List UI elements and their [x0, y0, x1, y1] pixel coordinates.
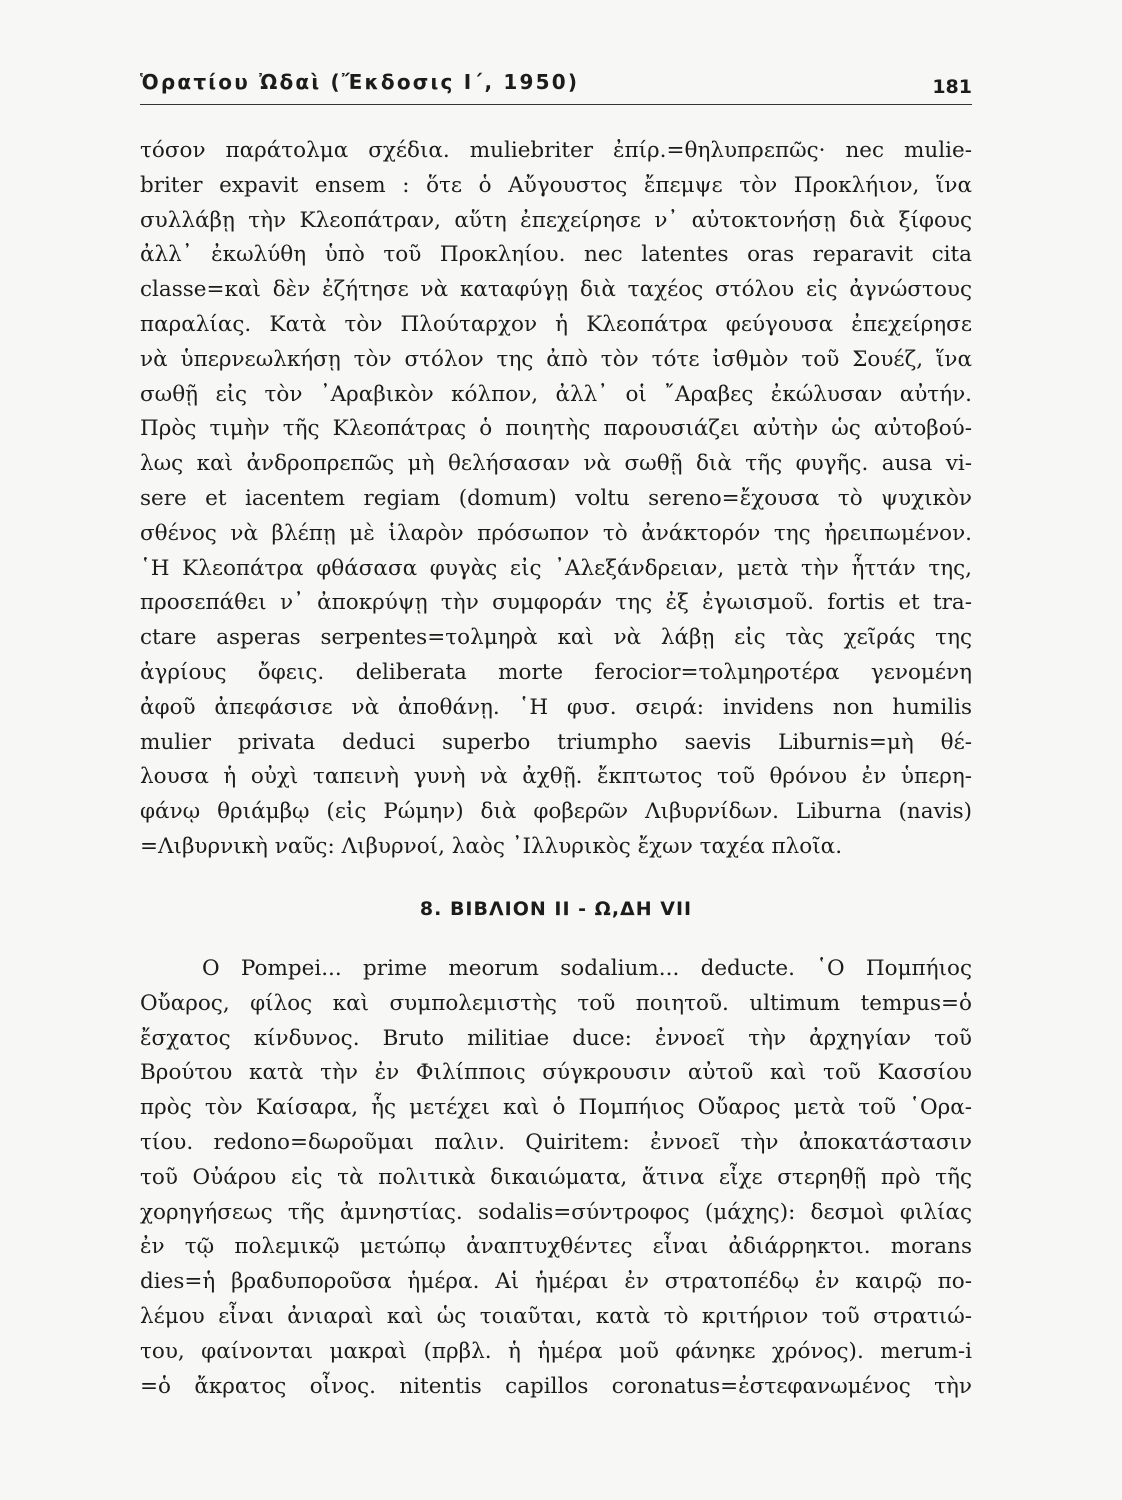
- text-line: ῾Η Κλεοπάτρα φθάσασα φυγὰς εἰς ᾿Αλεξάνδρειαν, μετὰ τὴν ἧττάν της,: [140, 555, 972, 581]
- paragraph: [140, 134, 972, 865]
- page-header: [140, 66, 972, 106]
- text-line: Πρὸς τιμὴν τῆς Κλεοπάτρας ὁ ποιητὴς παρουσιάζει αὐτὴν ὡς αὐτοβού-: [140, 416, 972, 442]
- text-line: =ὁ ἄκρατος οἶνος. nitentis capillos coronatus=ἐστεφανωμένος τὴν: [140, 1373, 972, 1399]
- text-line: Βρούτου κατὰ τὴν ἐν Φιλίπποις σύγκρουσιν αὐτοῦ καὶ τοῦ Κασσίου: [140, 1060, 972, 1086]
- text-line: sere et iacentem regiam (domum) voltu sereno=ἔχουσα τὸ ψυχικὸν: [140, 485, 972, 511]
- page-number: 181: [932, 76, 972, 98]
- text-line: ἔσχατος κίνδυνος. Bruto militiae duce: ἐννοεῖ τὴν ἀρχηγίαν τοῦ: [140, 1025, 972, 1051]
- text-line: Οὔαρος, φίλος καὶ συμπολεμιστὴς τοῦ ποιητοῦ. ultimum tempus=ὁ: [140, 990, 972, 1016]
- text-line: =Λιβυρνικὴ ναῦς: Λιβυρνοί, λαὸς ᾿Ιλλυρικὸς ἔχων ταχέα πλοῖα.: [140, 833, 843, 859]
- text-line: mulier privata deduci superbo triumpho saevis Liburnis=μὴ θέ-: [140, 729, 972, 755]
- text-line: πρὸς τὸν Καίσαρα, ἧς μετέχει καὶ ὁ Πομπήιος Οὔαρος μετὰ τοῦ ῾Ορα-: [140, 1095, 972, 1121]
- paragraph: [140, 952, 972, 1404]
- text-line: τόσον παράτολμα σχέδια. muliebriter ἐπίρ.=θηλυπρεπῶς· nec mulie-: [140, 138, 972, 163]
- commentary-section-1: [140, 134, 972, 865]
- text-line: ἐν τῷ πολεμικῷ μετώπῳ ἀναπτυχθέντες εἶναι ἀδιάρρηκτοι. morans: [140, 1234, 972, 1260]
- text-line: ctare asperas serpentes=τολμηρὰ καὶ νὰ λάβῃ εἰς τὰς χεῖράς της: [140, 625, 972, 651]
- commentary-section-2: [140, 952, 972, 1404]
- text-line: O Pompei... prime meorum sodalium... deducte. ῾Ο Πομπήιος: [202, 956, 972, 981]
- text-line: σωθῇ εἰς τὸν ᾿Αραβικὸν κόλπον, ἀλλ᾿ οἱ ῎Αραβες ἐκώλυσαν αὐτήν.: [140, 381, 972, 407]
- text-line: προσεπάθει ν᾿ ἀποκρύψῃ τὴν συμφοράν της ἐξ ἐγωισμοῦ. fortis et tra-: [140, 590, 972, 616]
- text-line: λέμου εἶναι ἀνιαραὶ καὶ ὡς τοιαῦται, κατὰ τὸ κριτήριον τοῦ στρατιώ-: [140, 1303, 972, 1329]
- running-title: Ὁρατίου Ὠδαὶ (Ἔκδοσις Ι΄, 1950): [140, 70, 580, 94]
- text-line: νὰ ὑπερνεωλκήσῃ τὸν στόλον της ἀπὸ τὸν τότε ἰσθμὸν τοῦ Σουέζ, ἵνα: [140, 346, 972, 372]
- text-line: σθένος νὰ βλέπῃ μὲ ἱλαρὸν πρόσωπον τὸ ἀνάκτορόν της ἠρειπωμένον.: [140, 520, 972, 546]
- text-line: ἀγρίους ὄφεις. deliberata morte ferocior=τολμηροτέρα γενομένη: [140, 659, 972, 685]
- text-line: φάνῳ θριάμβῳ (εἰς Ρώμην) διὰ φοβερῶν Λιβυρνίδων. Liburna (navis): [140, 799, 972, 825]
- text-line: τίου. redono=δωροῦμαι παλιν. Quiritem: ἐννοεῖ τὴν ἀποκατάστασιν: [140, 1129, 972, 1155]
- text-line: classe=καὶ δὲν ἐζήτησε νὰ καταφύγῃ διὰ ταχέος στόλου εἰς ἀγνώστους: [140, 277, 972, 303]
- section-heading: 8. ΒΙΒΛΙΟΝ ΙΙ - Ω,ΔΗ VII: [419, 898, 693, 920]
- text-line: λουσα ἡ οὐχὶ ταπεινὴ γυνὴ νὰ ἀχθῇ. ἔκπτωτος τοῦ θρόνου ἐν ὑπερη-: [140, 764, 972, 790]
- text-line: τοῦ Οὐάρου εἰς τὰ πολιτικὰ δικαιώματα, ἅτινα εἶχε στερηθῇ πρὸ τῆς: [140, 1164, 972, 1190]
- text-line: ἀλλ᾿ ἐκωλύθη ὑπὸ τοῦ Προκληίου. nec latentes oras reparavit cita: [140, 242, 972, 268]
- text-line: παραλίας. Κατὰ τὸν Πλούταρχον ἡ Κλεοπάτρα φεύγουσα ἐπεχείρησε: [140, 311, 972, 337]
- text-line: χορηγήσεως τῆς ἀμνηστίας. sodalis=σύντροφος (μάχης): δεσμοὶ φιλίας: [140, 1199, 972, 1225]
- text-line: ἀφοῦ ἀπεφάσισε νὰ ἀποθάνῃ. ῾Η φυσ. σειρά: invidens non humilis: [140, 694, 972, 720]
- text-line: briter expavit ensem : ὅτε ὁ Αὔγουστος ἔπεμψε τὸν Προκλήιον, ἵνα: [140, 172, 972, 198]
- header-rule: [140, 104, 972, 105]
- text-line: λως καὶ ἀνδροπρεπῶς μὴ θελήσασαν νὰ σωθῇ διὰ τῆς φυγῆς. ausa vi-: [140, 451, 972, 477]
- text-line: συλλάβῃ τὴν Κλεοπάτραν, αὕτη ἐπεχείρησε ν᾿ αὐτοκτονήσῃ διὰ ξίφους: [140, 207, 972, 233]
- text-line: dies=ἡ βραδυποροῦσα ἡμέρα. Αἱ ἡμέραι ἐν στρατοπέδῳ ἐν καιρῷ πο-: [140, 1269, 972, 1295]
- text-line: του, φαίνονται μακραὶ (πρβλ. ἡ ἡμέρα μοῦ φάνηκε χρόνος). merum-i: [140, 1338, 972, 1364]
